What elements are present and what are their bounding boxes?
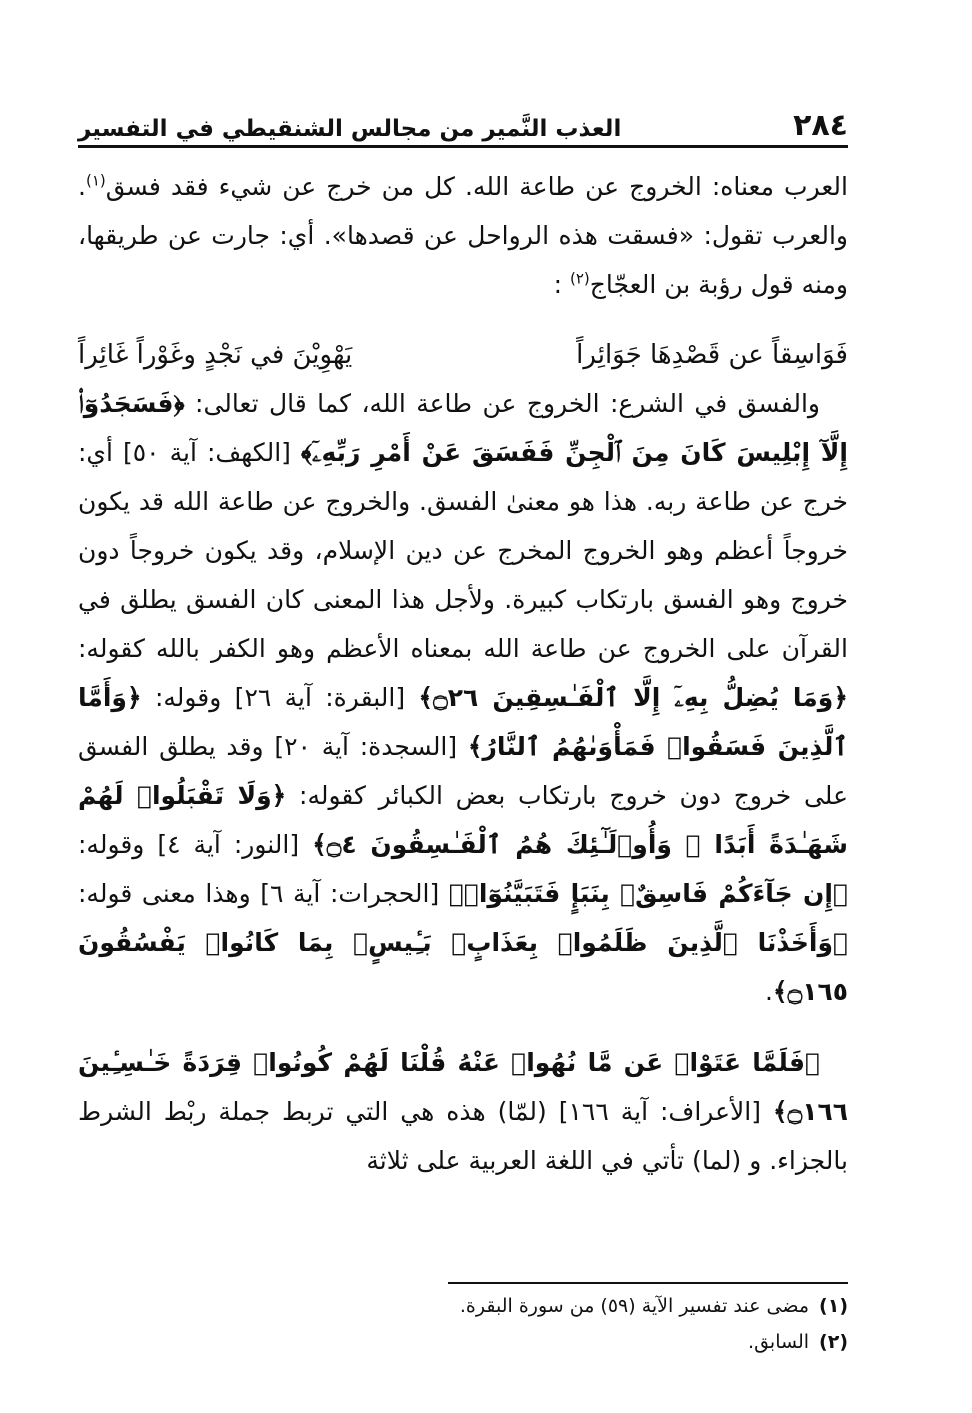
book-page bbox=[78, 98, 848, 1185]
footnote-ref[interactable]: (١) bbox=[85, 171, 106, 190]
quran-verse: ﴿إِن جَآءَكُمْ فَاسِقٌۢ بِنَبَإٍ فَتَبَيَّنُوٓا۟﴾ bbox=[448, 879, 848, 908]
quran-verse: ﴿وَمَا يُضِلُّ بِهِۦٓ إِلَّا ٱلْفَـٰسِقِينَ ۝٢٦﴾ bbox=[418, 683, 848, 712]
footnote-2 bbox=[78, 1324, 848, 1360]
quran-verse: ﴿فَلَمَّا عَتَوْا۟ عَن مَّا نُهُوا۟ عَنْهُ قُلْنَا لَهُمْ كُونُوا۟ قِرَدَةً خَـٰسِـِٔينَ ۝١٦٦﴾ bbox=[78, 1048, 848, 1126]
footnote-text: السابق. bbox=[748, 1331, 810, 1353]
paragraph-1 bbox=[78, 162, 848, 309]
quran-verse: ﴿وَأَخَذْنَا ٱلَّذِينَ ظَلَمُوا۟ بِعَذَابٍۭ بَـِٔيسٍۭ بِمَا كَانُوا۟ يَفْسُقُونَ ۝١٦٥﴾ bbox=[78, 928, 848, 1006]
quran-verse: ﴿فَسَجَدُوٓا۟ إِلَّآ إِبْلِيسَ كَانَ مِنَ ٱلْجِنِّ فَفَسَقَ عَنْ أَمْرِ رَبِّهِۦٓ﴾ bbox=[78, 389, 848, 467]
paragraph-text: وهذا معنى قوله: bbox=[78, 879, 251, 908]
page-number: ٢٨٤ bbox=[793, 108, 848, 143]
paragraph-text: : bbox=[553, 270, 563, 299]
quran-verse: ﴿وَلَا تَقْبَلُوا۟ لَهُمْ شَهَـٰدَةً أَبَدًا ۚ وَأُو۟لَـٰٓئِكَ هُمُ ٱلْفَـٰسِقُونَ ۝٤﴾ bbox=[78, 781, 848, 859]
footnotes bbox=[78, 1282, 848, 1360]
poem-hemistich-second: يَهْوِيْنَ في نَجْدٍ وغَوْراً غَائِراً bbox=[78, 340, 353, 370]
paragraph-text: وقوله: bbox=[78, 830, 145, 859]
paragraph-text: العرب معناه: الخروج عن طاعة الله. كل من خرج عن شيء فقد فسق bbox=[105, 172, 848, 201]
footnote-number: (٢) bbox=[819, 1331, 848, 1353]
footnote-number: (١) bbox=[819, 1295, 848, 1317]
verse-reference: [الأعراف: آية ١٦٦] bbox=[558, 1097, 761, 1126]
paragraph-text: وقوله: bbox=[154, 683, 222, 712]
main-text bbox=[78, 162, 848, 1185]
paragraph-text: والفسق في الشرع: الخروج عن طاعة الله، كما قال تعالى: bbox=[195, 389, 820, 418]
paragraph-text: (لمّا) هذه هي التي تربط جملة ربْط الشرط بالجزاء. و (لما) تأتي في اللغة العربية على ثلاثة bbox=[78, 1097, 848, 1175]
verse-reference: [النور: آية ٤] bbox=[157, 830, 300, 859]
paragraph-2 bbox=[78, 379, 848, 1016]
quran-verse: ﴿وَأَمَّا ٱلَّذِينَ فَسَقُوا۟ فَمَأْوَىٰهُمُ ٱلنَّارُ﴾ bbox=[78, 683, 849, 761]
footnote-1 bbox=[78, 1288, 848, 1324]
verse-reference: [الحجرات: آية ٦] bbox=[260, 879, 440, 908]
book-title: العذب النَّمير من مجالس الشنقيطي في التفسير bbox=[78, 116, 622, 142]
paragraph-3 bbox=[78, 1038, 848, 1185]
paragraph-end: . bbox=[764, 977, 773, 1006]
verse-reference: [السجدة: آية ٢٠] bbox=[274, 732, 458, 761]
paragraph-text: وقد يطلق الفسق على خروج دون خروج بارتكاب بعض الكبائر كقوله: bbox=[78, 732, 848, 810]
footnote-divider bbox=[448, 1282, 848, 1284]
verse-reference: [الكهف: آية ٥٠] bbox=[122, 438, 291, 467]
running-header bbox=[78, 98, 848, 148]
footnote-ref[interactable]: (٢) bbox=[569, 269, 590, 288]
verse-reference: [البقرة: آية ٢٦] bbox=[234, 683, 406, 712]
paragraph-text: . والعرب تقول: «فسقت هذه الرواحل عن قصدها». أي: جارت عن طريقها، ومنه قول رؤبة بن العجّاج bbox=[78, 172, 848, 299]
poem-line bbox=[78, 331, 848, 379]
poem-hemistich-first: فَوَاسِقاً عن قَصْدِهَا جَوَائِراً bbox=[576, 340, 848, 370]
footnote-text: مضى عند تفسير الآية (٥٩) من سورة البقرة. bbox=[459, 1295, 810, 1317]
paragraph-text: أي: خرج عن طاعة ربه. هذا هو معنىٰ الفسق. والخروج عن طاعة الله قد يكون خروجاً أعظم وهو الخروج المخرج عن دين الإسلام، وقد يكون خروجاً دون خروج وهو الفسق بارتكاب كبيرة. ولأجل هذا المعنى كان الفسق يطلق في القرآن على الخروج عن طاعة الله بمعناه الأعظم وهو الكفر بالله كقوله: bbox=[78, 438, 848, 663]
